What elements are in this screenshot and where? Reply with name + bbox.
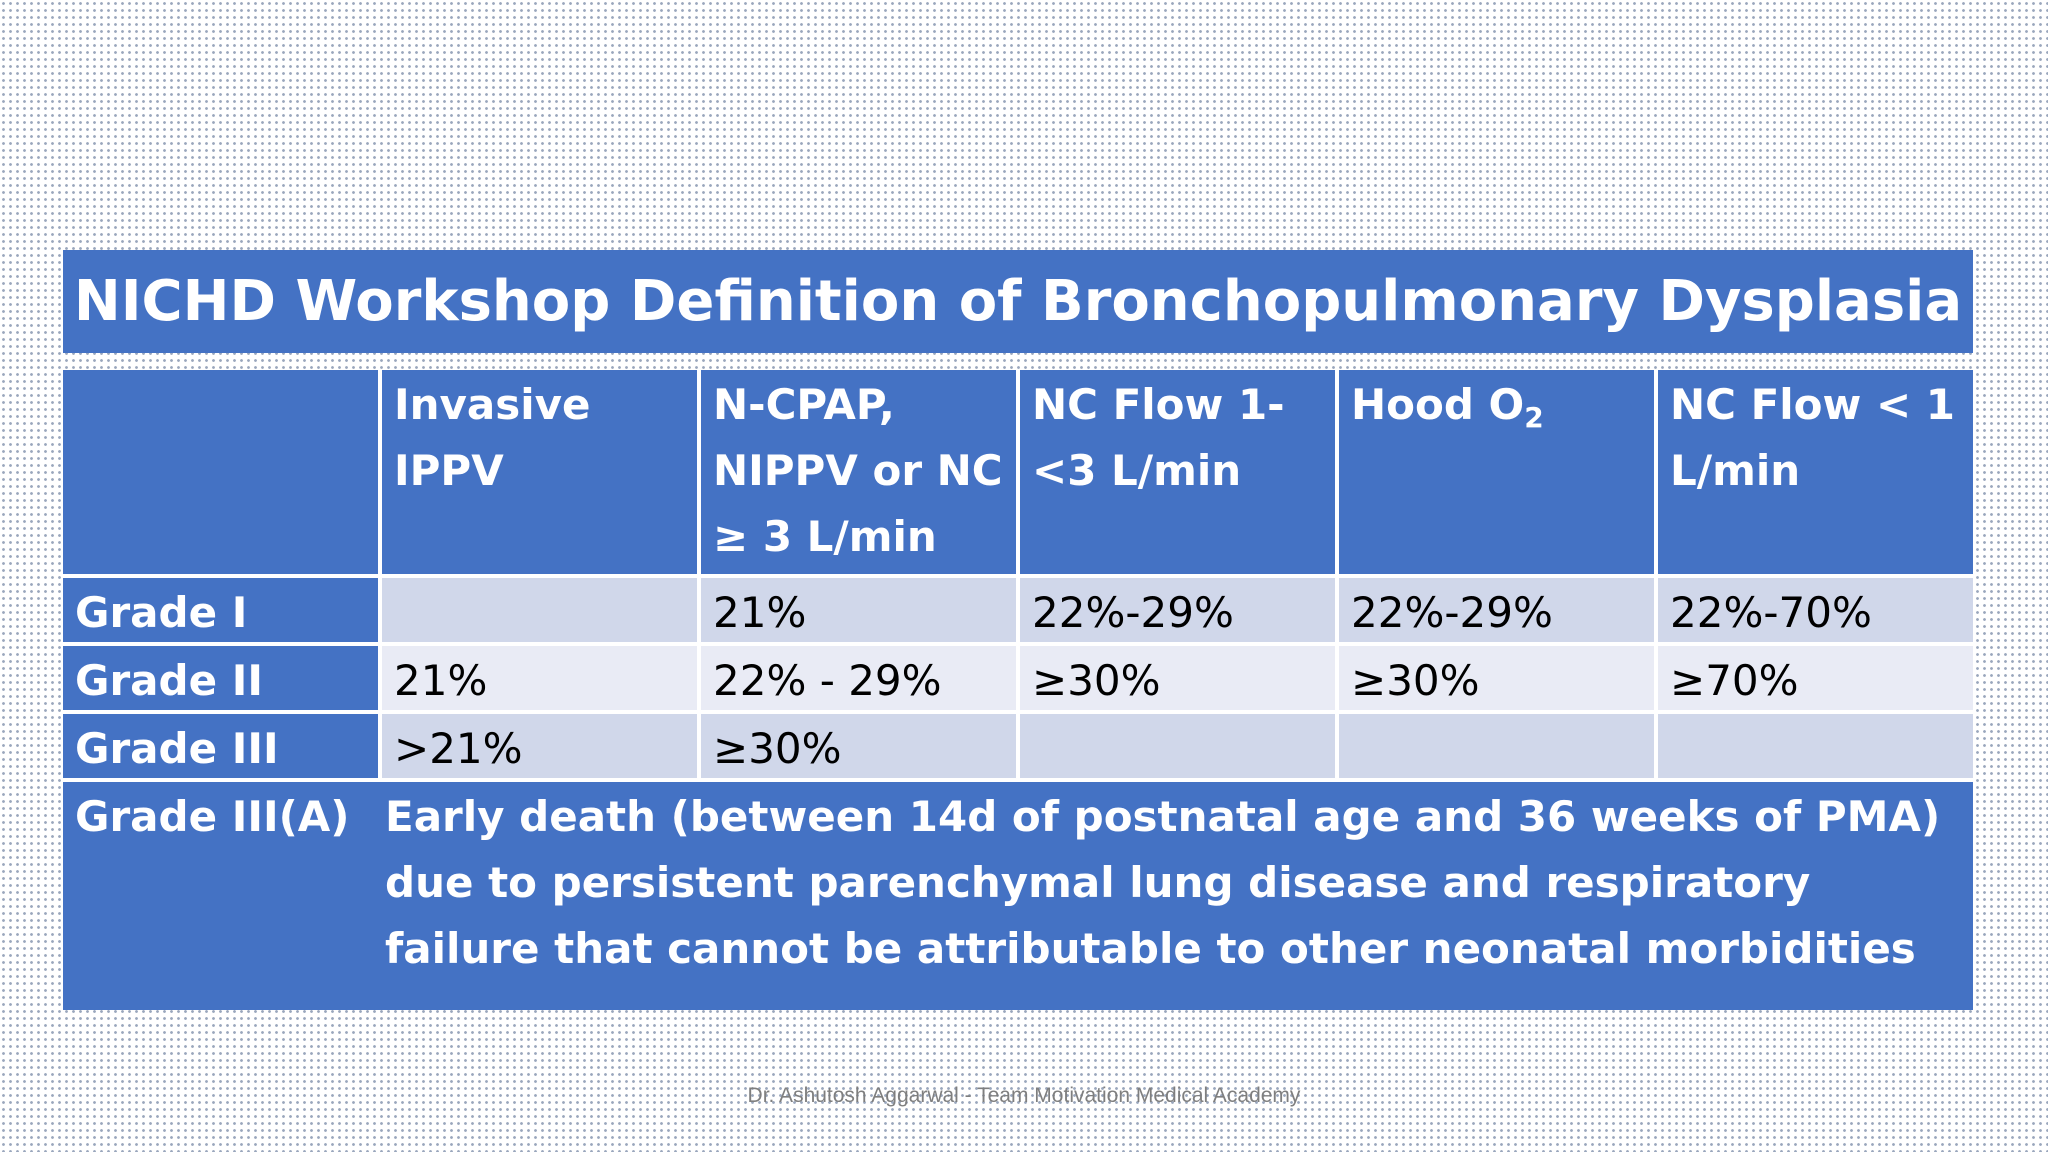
row-label-grade-3: Grade III <box>63 714 378 778</box>
header-ncpap-nippv: N-CPAP, NIPPV or NC ≥ 3 L/min <box>701 370 1016 574</box>
slide-footer: Dr. Ashutosh Aggarwal - Team Motivation Medical Academy <box>747 1084 1301 1107</box>
row-label-grade-1: Grade I <box>63 578 378 642</box>
grade-2-ncpap: 22% - 29% <box>701 646 1016 710</box>
header-nc-flow-lt-1: NC Flow < 1 L/min <box>1658 370 1973 574</box>
slide-title: NICHD Workshop Definition of Bronchopulmonary Dysplasia <box>63 250 1973 353</box>
grade-3-invasive-ippv: >21% <box>382 714 697 778</box>
grade-1-ncpap: 21% <box>701 578 1016 642</box>
grade-1-nc-flow-1-3: 22%-29% <box>1020 578 1335 642</box>
grade-3-nc-flow-1-3 <box>1020 714 1335 778</box>
grade-2-invasive-ippv: 21% <box>382 646 697 710</box>
grade-1-nc-flow-lt-1: 22%-70% <box>1658 578 1973 642</box>
grade-3a-description: Early death (between 14d of postnatal age and 36 weeks of PMA) due to persistent parenchymal lung disease and respiratory failure that cannot be attributable to other neonatal morbidities <box>375 782 1973 1010</box>
header-hood-o2-subscript: 2 <box>1524 401 1544 434</box>
header-empty-cell <box>63 370 378 574</box>
header-invasive-ippv: Invasive IPPV <box>382 370 697 574</box>
grade-2-nc-flow-lt-1: ≥70% <box>1658 646 1973 710</box>
grade-2-hood-o2: ≥30% <box>1339 646 1654 710</box>
row-label-grade-3a: Grade III(A) <box>63 782 378 1010</box>
grade-3-nc-flow-lt-1 <box>1658 714 1973 778</box>
grade-2-nc-flow-1-3: ≥30% <box>1020 646 1335 710</box>
grade-3-hood-o2 <box>1339 714 1654 778</box>
header-hood-o2-text: Hood O <box>1351 380 1525 429</box>
grade-1-hood-o2: 22%-29% <box>1339 578 1654 642</box>
header-hood-o2 <box>1339 370 1654 574</box>
grade-3-ncpap: ≥30% <box>701 714 1016 778</box>
header-nc-flow-1-3: NC Flow 1-<3 L/min <box>1020 370 1335 574</box>
bpd-definition-table <box>63 370 1973 1010</box>
row-label-grade-2: Grade II <box>63 646 378 710</box>
grade-1-invasive-ippv <box>382 578 697 642</box>
